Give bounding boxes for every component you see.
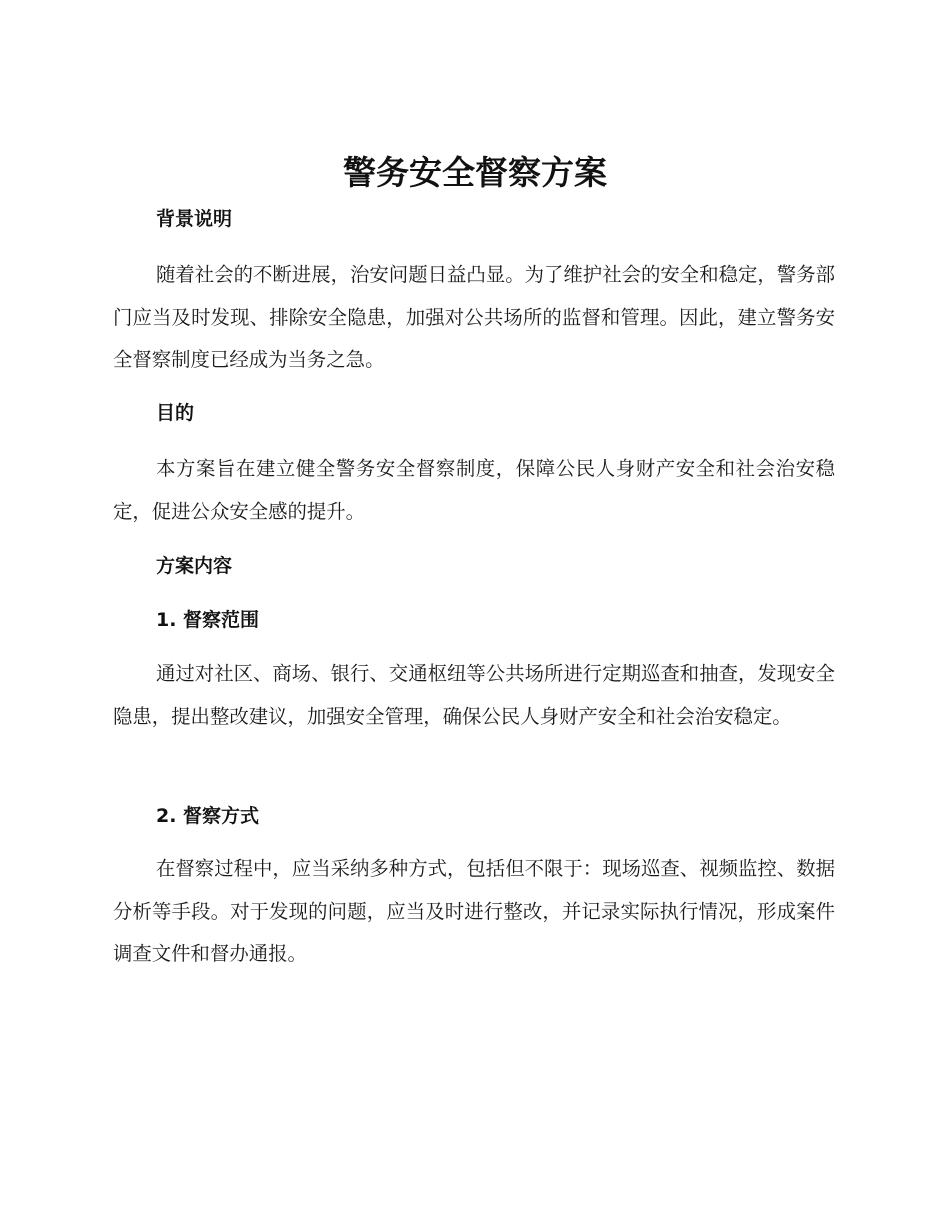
section-paragraph-background: 随着社会的不断进展，治安问题日益凸显。为了维护社会的安全和稳定，警务部门应当及时发现、排除安全隐患，加强对公共场所的监督和管理。因此，建立警务安全督察制度已经成为当务之急。 xyxy=(113,263,835,371)
section-paragraph-methods: 在督察过程中，应当采纳多种方式，包括但不限于：现场巡查、视频监控、数据分析等手段。对于发现的问题，应当及时进行整改，并记录实际执行情况，形成案件调查文件和督办通报。 xyxy=(113,857,835,965)
section-heading-background: 背景说明 xyxy=(156,208,233,230)
section-heading-purpose: 目的 xyxy=(156,402,195,424)
section-heading-scope: 1. 督察范围 xyxy=(156,609,260,631)
section-paragraph-scope: 通过对社区、商场、银行、交通枢纽等公共场所进行定期巡查和抽查，发现安全隐患，提出整改建议，加强安全管理，确保公民人身财产安全和社会治安稳定。 xyxy=(113,662,835,728)
document-title: 警务安全督察方案 xyxy=(343,153,607,192)
section-heading-methods: 2. 督察方式 xyxy=(156,805,260,827)
section-heading-plan-content: 方案内容 xyxy=(156,555,233,577)
section-paragraph-purpose: 本方案旨在建立健全警务安全督察制度，保障公民人身财产安全和社会治安稳定，促进公众安全感的提升。 xyxy=(113,457,835,523)
